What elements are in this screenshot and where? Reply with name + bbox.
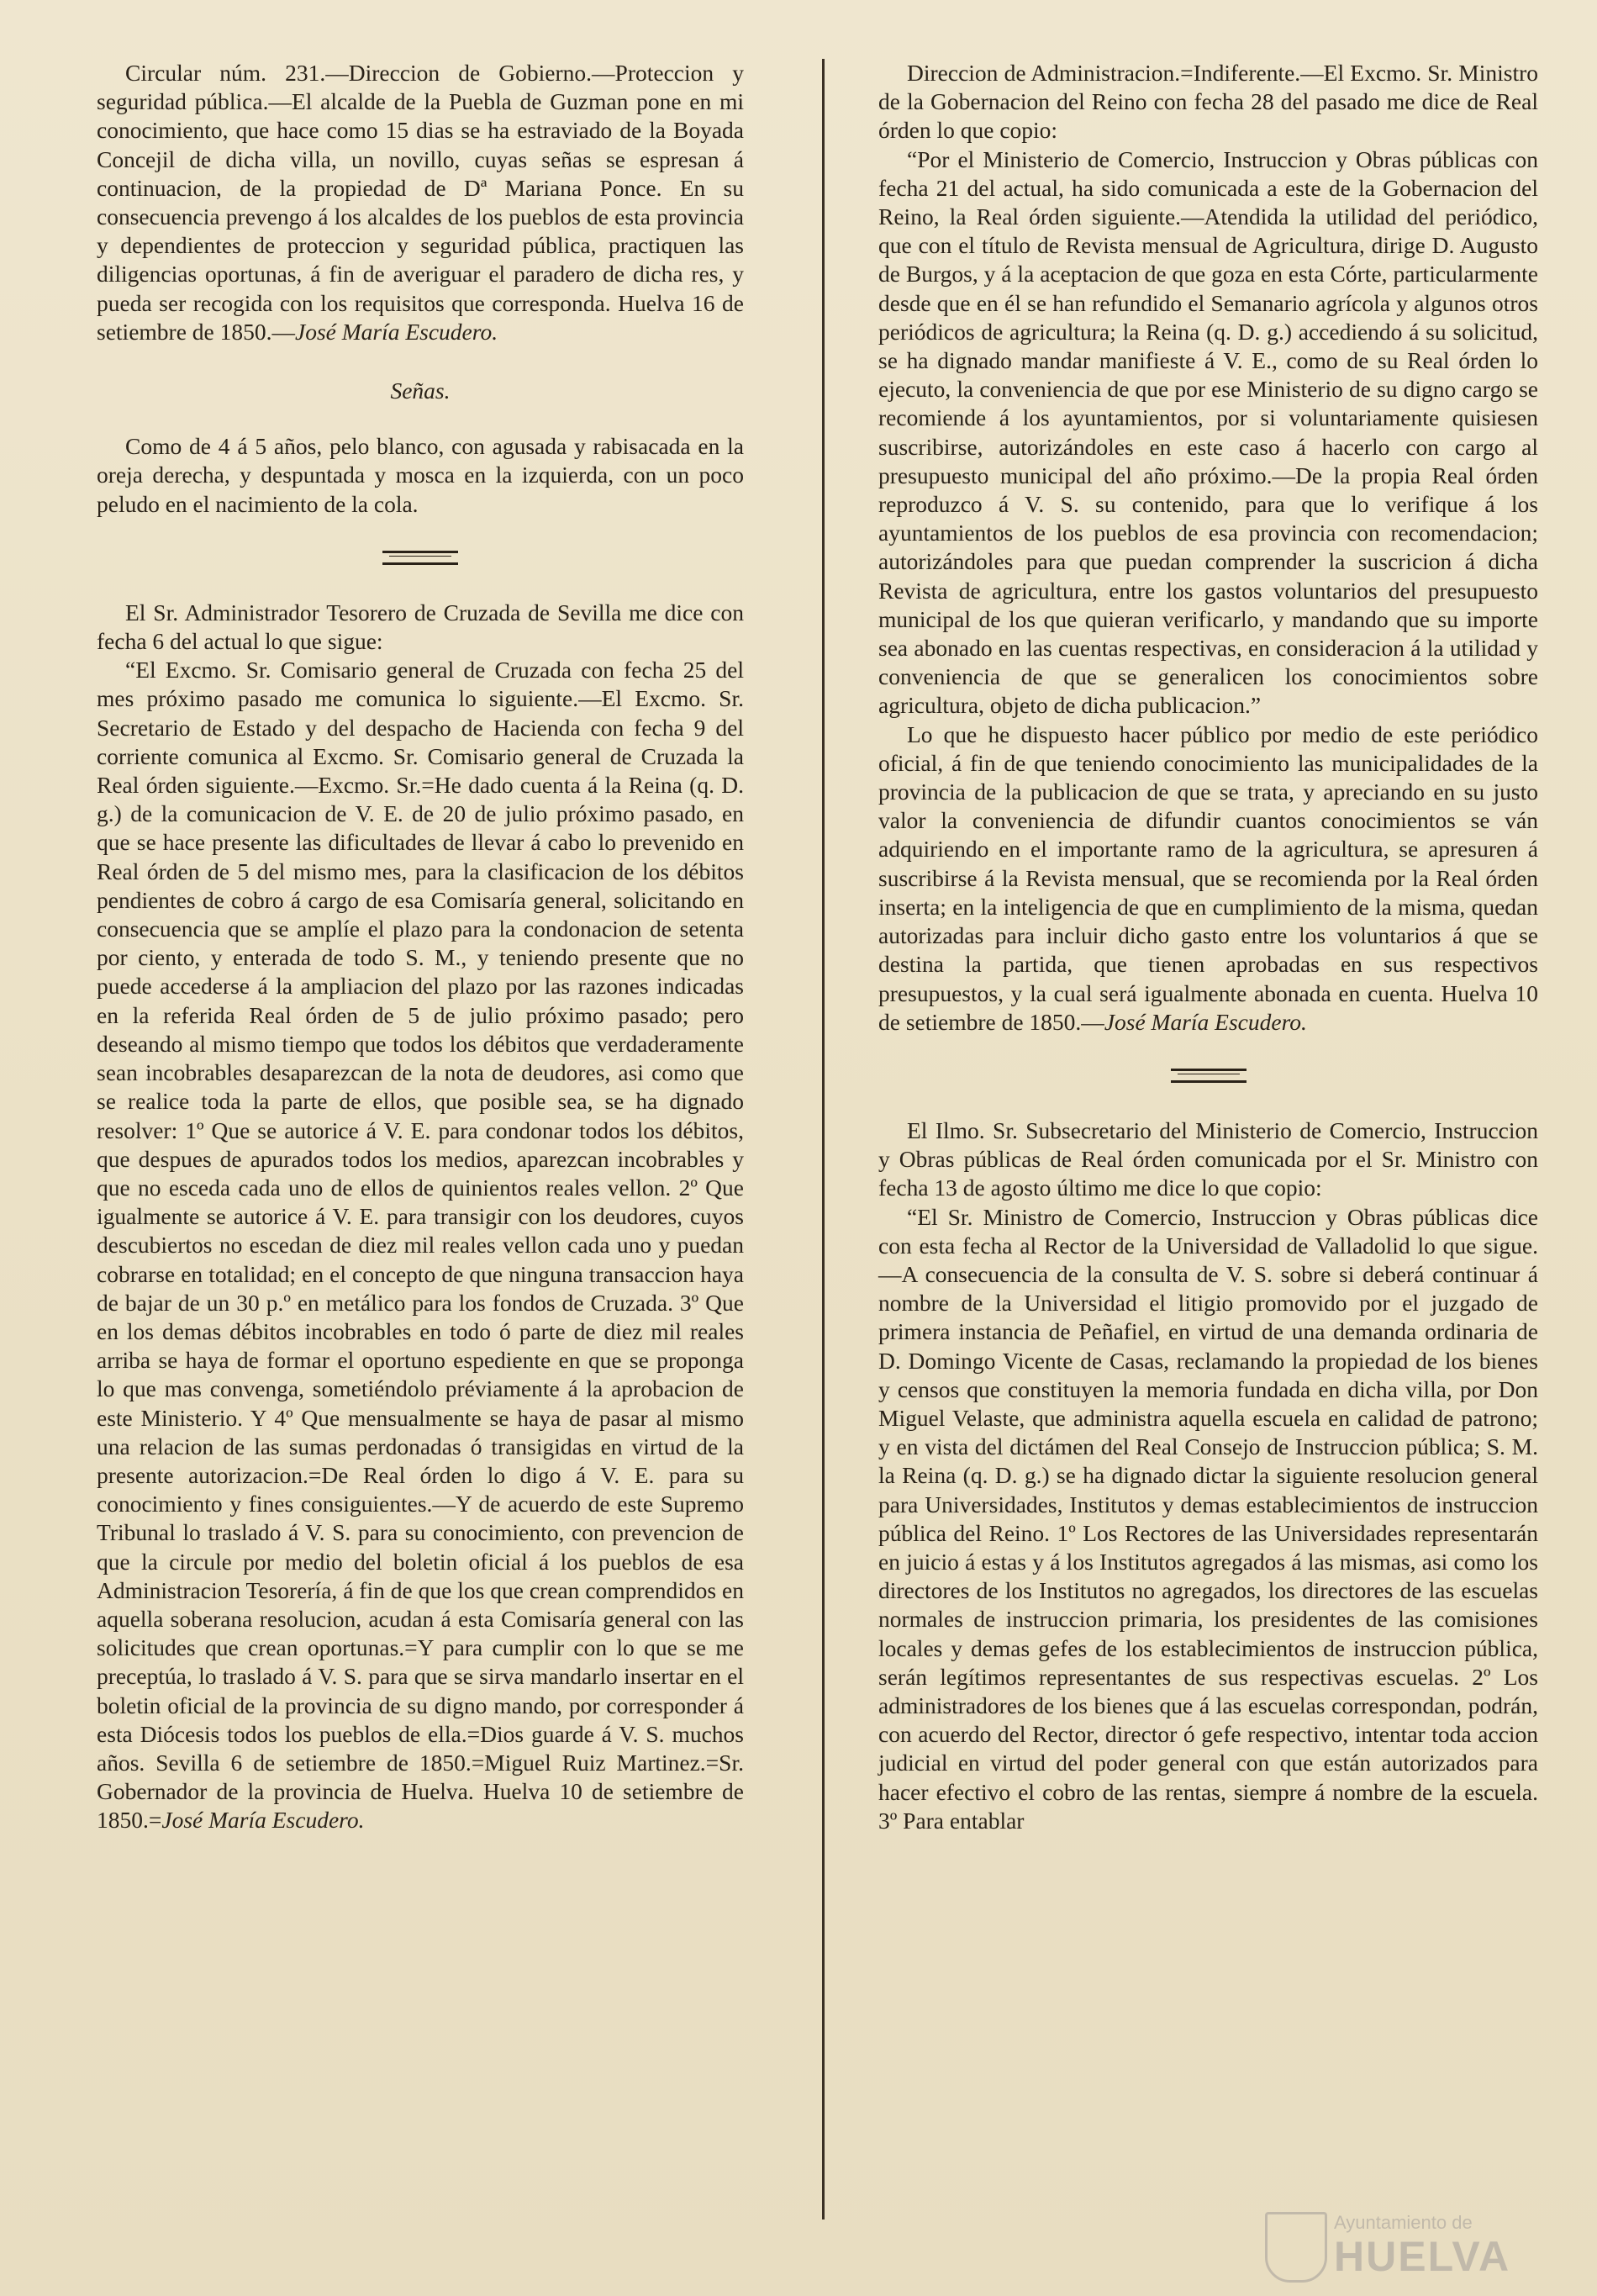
admin-paragraph: Direccion de Administracion.=Indiferente.—El Excmo. Sr. Ministro de la Gobernacion del Reino con fecha 28 del pasado me dice de Real órden lo que copio: [878,60,1538,144]
circular-paragraph [97,59,744,346]
cruzada-body [97,656,744,1834]
senas-heading: Señas. [390,377,451,404]
admin-signature: José María Escudero. [1104,1008,1307,1035]
section-divider [1171,1069,1247,1083]
admin-closing [878,720,1538,1037]
section-divider [382,551,458,565]
circular-signature: José María Escudero. [294,318,498,345]
watermark-big-text: HUELVA [1334,2233,1511,2280]
right-column [878,59,1538,1835]
senas-paragraph: Como de 4 á 5 años, pelo blanco, con agusada y rabisacada en la oreja derecha, y despuntada y mosca en la izquierda, con un poco peludo en el nacimiento de la cola. [97,433,744,517]
ayuntamiento-watermark [1265,2207,1534,2283]
watermark-small-text: Ayuntamiento de [1334,2212,1473,2233]
left-column [97,59,744,1835]
circular-text: Circular núm. 231.—Direccion de Gobierno.—Proteccion y seguridad pública.—El alcalde de la Puebla de Guzman pone en mi conocimiento, que hace como 15 dias se ha estraviado de la Boyada Concejil de dicha villa, un novillo, cuyas señas se espresan á continuacion, de la propiedad de Dª Mariana Ponce. En su consecuencia prevengo á los alcaldes de los pueblos de esta provincia y dependientes de proteccion y seguridad pública, practiquen las diligencias oportunas, á fin de averiguar el paradero de dicha res, y pueda ser recogida con los requisitos que corresponda. Huelva 16 de setiembre de 1850.— [97,60,744,345]
cruzada-signature: José María Escudero. [161,1807,365,1834]
shield-icon [1265,2212,1327,2283]
subsec-intro: El Ilmo. Sr. Subsecretario del Ministerio de Comercio, Instruccion y Obras públicas de Real órden comunicada por el Sr. Ministro con fecha 13 de agosto último me dice lo que copio: [878,1116,1538,1201]
column-rule [822,59,825,2219]
cruzada-intro: El Sr. Administrador Tesorero de Cruzada de Sevilla me dice con fecha 6 del actual lo que sigue: [97,599,744,655]
admin-closing-text: Lo que he dispuesto hacer público por medio de este periódico oficial, á fin de que teniendo conocimiento las municipalidades de la provincia de la publicacion de que se trata, y apreciando en su justo valor la conveniencia de difundir cuantos conocimientos se ván adquiriendo en el importante ramo de la agricultura, se apresuren á suscribirse á la Revista mensual, que se recomienda por la Real órden inserta; en la inteligencia de que en cumplimiento de la misma, quedan autorizadas para incluir dicho gasto entre los voluntarios á que se destina la partida, que tienen aprobadas en sus respectivos presupuestos, y la cual será igualmente abonada en cuenta. Huelva 10 de setiembre de 1850.— [878,720,1538,1035]
admin-quote: “Por el Ministerio de Comercio, Instruccion y Obras públicas con fecha 21 del actual, ha sido comunicada a este de la Gobernacion del Reino, la Real órden siguiente.—Atendida la utilidad del periódico, que con el título de Revista mensual de Agricultura, dirige D. Augusto de Burgos, y á la aceptacion de que goza en esta Córte, particularmente desde que en él se han refundido el Semanario agrícola y algunos otros periódicos de agricultura; la Reina (q. D. g.) accediendo á su solicitud, se ha dignado mandar manifieste á V. E., como de su Real órden lo ejecuto, la conveniencia de que por ese Ministerio de su digno cargo se recomiende á los ayuntamientos, por si voluntariamente quisiesen suscribirse, autorizándoles en este caso á hacerlo con cargo al presupuesto municipal del año próximo.—De la propia Real órden reproduzco á V. S. su contenido, para que lo verifique á los ayuntamientos de los pueblos de esa provincia con recomendacion; autorizándoles para que puedan comprender la suscricion á dicha Revista de agricultura, entre los gastos voluntarios del presupuesto municipal de los que quieran verificarlo, y mandando que su importe sea abonado en las cuentas respectivas, en consideracion á la utilidad y conveniencia de que se generalicen los conocimientos sobre agricultura, objeto de dicha publicacion.” [878,145,1538,719]
cruzada-body-text: “El Excmo. Sr. Comisario general de Cruzada con fecha 25 del mes próximo pasado me comunica lo siguiente.—El Excmo. Sr. Secretario de Estado y del despacho de Hacienda con fecha 9 del corriente comunica al Excmo. Sr. Comisario general de Cruzada la Real órden siguiente.—Excmo. Sr.=He dado cuenta á la Reina (q. D. g.) de la comunicacion de V. E. de 20 de julio próximo pasado, en que se hace presente las dificultades de llevar á cabo lo prevenido en Real órden de 5 del mismo mes, para la clasificacion de los débitos pendientes de cobro á cargo de esa Comisaría general, solicitando en consecuencia que se amplíe el plazo para la condonacion de setenta por ciento, y enterada de todo S. M., y teniendo presente que no puede accederse á la ampliacion del plazo por las razones indicadas en la referida Real órden de 5 de julio próximo pasado; pero deseando al mismo tiempo que todos los débitos que verdaderamente sean incobrables desaparezcan de la nota de deudores, asi como que se realice toda la parte de ellos, que posible sea, se ha dignado resolver: 1º Que se autorice á V. E. para condonar todos los débitos, que despues de apurados todos los medios, aparezcan incobrables y que no esceda cada uno de ellos de quinientos reales vellon. 2º Que igualmente se autorice á V. E. para transigir con los deudores, cuyos descubiertos no escedan de diez mil reales vellon cada uno y puedan cobrarse en totalidad; en el concepto de que ninguna transaccion haya de bajar de un 30 p.º en metálico para los fondos de Cruzada. 3º Que en los demas débitos incobrables en todo ó parte de diez mil reales arriba se haya de formar el oportuno espediente en que se proponga lo que mas convenga, sometiéndolo préviamente á la aprobacion de este Ministerio. Y 4º Que mensualmente se haya de pasar al mismo una relacion de las sumas perdonadas ó transigidas en virtud de la presente autorizacion.=De Real órden lo digo á V. E. para su conocimiento y fines consiguientes.—Y de acuerdo de este Supremo Tribunal lo traslado á V. S. para su conocimiento, con prevencion de que la circule por medio del boletin oficial á los pueblos de esa Administracion Tesorería, á fin de que los que crean comprendidos en aquella soberana resolucion, acudan á esta Comisaría general con las solicitudes que crean oportunas.=Y para cumplir con lo que se me preceptúa, lo traslado á V. S. para que se sirva mandarlo insertar en el boletin oficial de la provincia de su digno mando, por corresponder á esta Diócesis todos los pueblos de ella.=Dios guarde á V. S. muchos años. Sevilla 6 de setiembre de 1850.=Miguel Ruiz Martinez.=Sr. Gobernador de la provincia de Huelva. Huelva 10 de setiembre de 1850.= [97,657,744,1834]
subsec-body: “El Sr. Ministro de Comercio, Instruccion y Obras públicas dice con esta fecha al Rector de la Universidad de Valladolid lo que sigue.—A consecuencia de la consulta de V. S. sobre si deberá continuar á nombre de la Universidad el litigio promovido por el juzgado de primera instancia de Peñafiel, en virtud de una demanda ordinaria de D. Domingo Vicente de Casas, reclamando la propiedad de los bienes y censos que constituyen la memoria fundada en dicha villa, por Don Miguel Velaste, que administra aquella escuela en calidad de patrono; y en vista del dictámen del Real Consejo de Instruccion pública; S. M. la Reina (q. D. g.) se ha dignado dictar la siguiente resolucion general para Universidades, Institutos y demas establecimientos de instruccion pública del Reino. 1º Los Rectores de las Universidades representarán en juicio á estas y á los Institutos agregados á las mismas, asi como los directores de los Institutos no agregados, los directores de las escuelas normales de instruccion primaria, los presidentes de las comisiones locales y demas gefes de los establecimientos de instruccion pública, serán legítimos representantes de sus respectivas escuelas. 2º Los administradores de los bienes que á las escuelas correspondan, podrán, con acuerdo del Rector, director ó gefe respectivo, intentar toda accion judicial en virtud del poder general con que están autorizados para hacer efectivo el cobro de las rentas, siempre á nombre de la escuela. 3º Para entablar [878,1203,1538,1834]
